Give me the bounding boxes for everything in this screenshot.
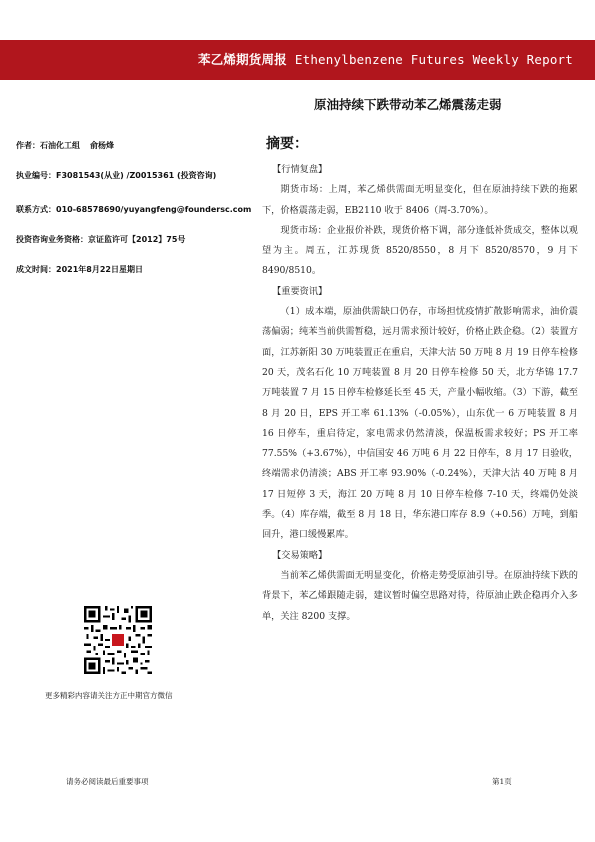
qualification-label: 投资咨询业务资格：	[16, 235, 88, 244]
contact-line	[16, 204, 251, 216]
license-value: F3081543(从业) /Z0015361 (投资咨询)	[56, 171, 217, 180]
paragraph-key-news: （1）成本端，原油供需缺口仍存，市场担忧疫情扩散影响需求，油价震荡偏弱；纯苯当前供需暂稳，远月需求预计较好，价格止跌企稳。（2）装置方面，江苏新阳 30 万吨装置正在重启，天津大沽 50 万吨 8 月 19 日停车检修 20 天，茂名石化 10 万吨装置 8 月 20 日停车检修 50 天，北方华锦 17.7 万吨装置 7 月 15 日停车检修延长至 45 天，产量小幅收缩。（3）下游，截至 8 月 20 日，EPS 开工率 61.13%（-0.05%），山东优一 6 万吨装置 8 月 16 日停车，重启待定，家电需求仍然清淡，保温板需求较好；PS 开工率 77.55%（+3.67%），中信国安 46 万吨 6 月 22 日停车，8 月 17 日验收，终端需求仍清淡；ABS 开工率 93.90%（-0.24%），天津大沽 40 万吨 8 月 17 日短停 3 天，海江 20 万吨 8 月 10 日停车检修 7-10 天，终端仍处淡季。（4）库存端，截至 8 月 18 日，华东港口库存 8.9（+0.56）万吨，到船回升，港口缓慢累库。	[262, 306, 578, 541]
abstract-heading: 摘要：	[266, 136, 308, 152]
date-label: 成文时间：	[16, 265, 56, 274]
contact-value: 010-68578690/yuyangfeng@foundersc.com	[56, 205, 252, 214]
paragraph-strategy: 当前苯乙烯供需面无明显变化，价格走势受原油引导。在原油持续下跌的背景下，苯乙烯跟随走弱，建议暂时偏空思路对待，待原油止跌企稳再介入多单，关注 8200 支撑。	[262, 569, 578, 622]
document-title: 原油持续下跌带动苯乙烯震荡走弱	[314, 97, 502, 112]
qualification-value: 京证监许可【2012】75号	[88, 235, 186, 244]
qualification-line	[16, 234, 185, 246]
section-title-strategy: 【交易策略】	[272, 549, 328, 561]
date-line	[16, 264, 143, 276]
author-label: 作者：	[16, 141, 40, 150]
footer-notice: 请务必阅读最后重要事项	[66, 777, 149, 786]
section-title-key-news: 【重要资讯】	[272, 285, 328, 297]
license-label: 执业编号：	[16, 171, 56, 180]
paragraph-spot-market: 现货市场：企业报价补跌，现货价格下调，部分逢低补货成交，整体以观望为主。周五，江苏现货 8520/8550，8 月下 8520/8570，9 月下 8490/8510。	[262, 224, 578, 277]
page-number: 第1页	[492, 777, 512, 786]
header-title-en: Ethenylbenzene Futures Weekly Report	[294, 52, 573, 67]
abstract-body	[262, 160, 578, 627]
license-line	[16, 170, 216, 182]
paragraph-futures-market: 期货市场：上周，苯乙烯供需面无明显变化，但在原油持续下跌的拖累下，价格震荡走弱，EB2110 收于 8406（周-3.70%）。	[262, 184, 578, 216]
header-band	[0, 40, 595, 80]
wechat-qr-code	[84, 606, 152, 674]
author-line	[16, 140, 114, 152]
contact-label: 联系方式：	[16, 205, 56, 214]
author-name: 俞杨烽	[90, 141, 114, 150]
section-title-market-review: 【行情复盘】	[272, 164, 328, 175]
header-title-zh: 苯乙烯期货周报	[197, 52, 287, 67]
report-header-title	[198, 50, 573, 68]
author-group: 石油化工组	[40, 141, 80, 150]
date-value: 2021年8月22日星期日	[56, 265, 143, 274]
qr-caption: 更多精彩内容请关注方正中期官方微信	[45, 691, 173, 700]
qr-logo-icon	[112, 634, 124, 646]
